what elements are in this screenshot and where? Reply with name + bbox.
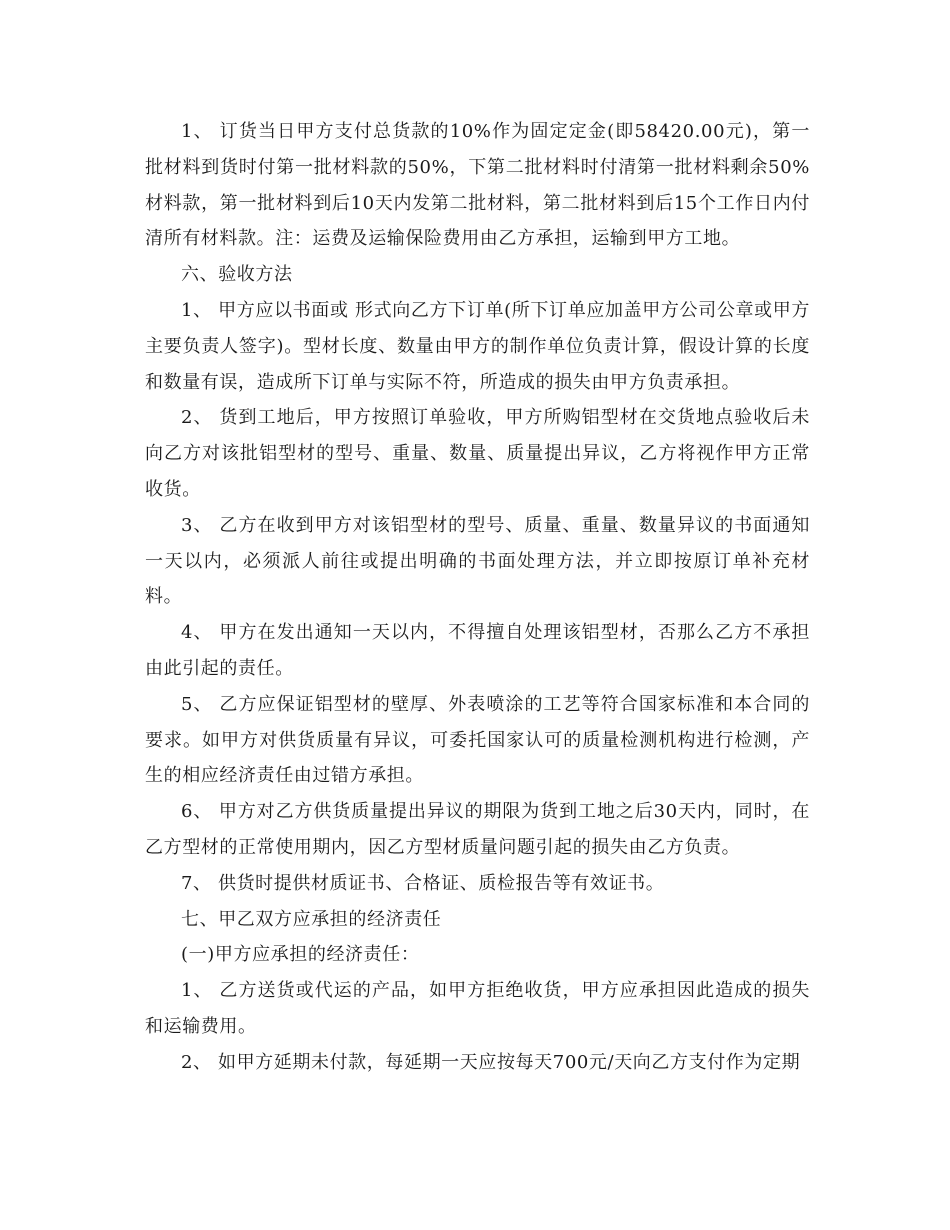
section-heading-liability: 七、甲乙双方应承担的经济责任	[181, 908, 442, 930]
document-body	[145, 114, 810, 1081]
payment-clause-1: 1、 订货当日甲方支付总货款的10%作为固定定金(即58420.00元)，第一批材料到货时付第一批材料款的50%，下第二批材料时付清第一批材料剩余50%材料款，第一批材料到后10天内发第二批材料，第二批材料到后15个工作日内付清所有材料款。注：运费及运输保险费用由乙方承担，运输到甲方工地。	[145, 121, 810, 250]
acceptance-clause-6: 6、 甲方对乙方供货质量提出异议的期限为货到工地之后30天内，同时，在乙方型材的正常使用期内，因乙方型材质量问题引起的损失由乙方负责。	[145, 801, 810, 858]
acceptance-clause-5: 5、 乙方应保证铝型材的壁厚、外表喷涂的工艺等符合国家标准和本合同的要求。如甲方对供货质量有异议，可委托国家认可的质量检测机构进行检测，产生的相应经济责任由过错方承担。	[145, 693, 810, 787]
subsection-heading-party-a: (一)甲方应承担的经济责任：	[181, 944, 420, 966]
liability-clause-1: 1、 乙方送货或代运的产品，如甲方拒绝收货，甲方应承担因此造成的损失和运输费用。	[145, 980, 810, 1037]
liability-clause-2: 2、 如甲方延期未付款，每延期一天应按每天700元/天向乙方支付作为定期	[181, 1051, 801, 1073]
section-heading-acceptance: 六、验收方法	[181, 264, 293, 286]
acceptance-clause-4: 4、 甲方在发出通知一天以内，不得擅自处理该铝型材，否那么乙方不承担由此引起的责任。	[145, 622, 810, 679]
acceptance-clause-1: 1、 甲方应以书面或 形式向乙方下订单(所下订单应加盖甲方公司公章或甲方主要负责人签字)。型材长度、数量由甲方的制作单位负责计算，假设计算的长度和数量有误，造成所下订单与实际不符，所造成的损失由甲方负责承担。	[145, 299, 810, 393]
acceptance-clause-2: 2、 货到工地后，甲方按照订单验收，甲方所购铝型材在交货地点验收后未向乙方对该批铝型材的型号、重量、数量、质量提出异议，乙方将视作甲方正常收货。	[145, 407, 810, 500]
acceptance-clause-3: 3、 乙方在收到甲方对该铝型材的型号、质量、重量、数量异议的书面通知一天以内，必须派人前往或提出明确的书面处理方法，并立即按原订单补充材料。	[145, 514, 810, 608]
acceptance-clause-7: 7、 供货时提供材质证书、合格证、质检报告等有效证书。	[181, 872, 665, 894]
